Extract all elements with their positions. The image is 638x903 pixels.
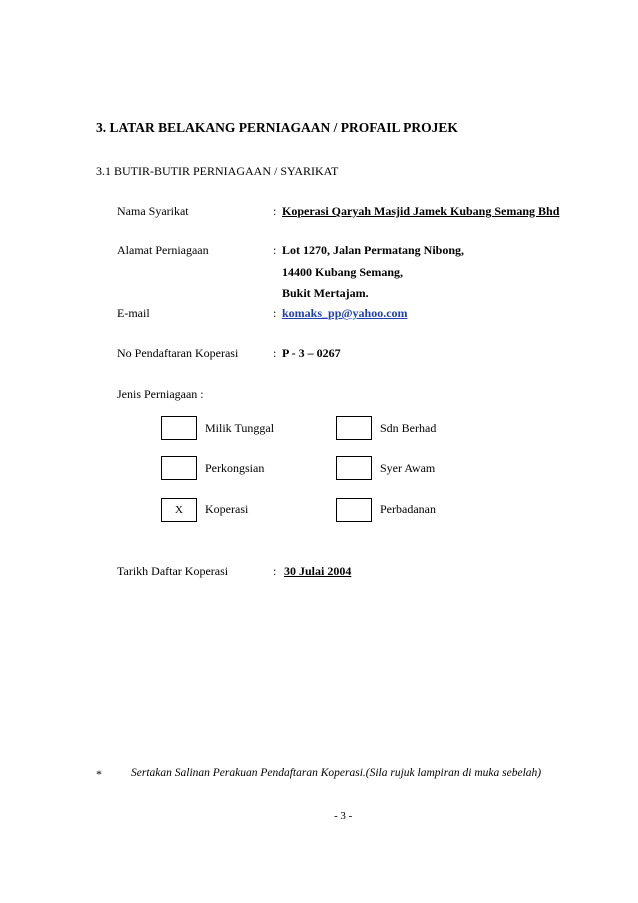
alamat-line-3: Bukit Mertajam. [282,286,369,300]
option-label-perbadanan: Perbadanan [380,502,436,516]
tarikh-daftar-value: 30 Julai 2004 [284,564,352,578]
page-number: - 3 - [334,810,353,822]
no-pendaftaran-label: No Pendaftaran Koperasi [117,346,239,360]
colon: : [273,204,277,218]
alamat-line-1: Lot 1270, Jalan Permatang Nibong, [282,243,465,257]
nama-syarikat-value: Koperasi Qaryah Masjid Jamek Kubang Semang Bhd [282,204,560,218]
nama-syarikat-label: Nama Syarikat [117,204,189,218]
checkbox-syer-awam[interactable] [336,456,372,480]
colon: : [273,564,277,578]
alamat-label: Alamat Perniagaan [117,243,209,257]
option-label-sdn-berhad: Sdn Berhad [380,421,437,435]
checkbox-perbadanan[interactable] [336,498,372,522]
tarikh-daftar-label: Tarikh Daftar Koperasi [117,564,229,578]
email-link[interactable]: komaks_pp@yahoo.com [282,306,408,320]
footnote-text: Sertakan Salinan Perakuan Pendaftaran Koperasi.(Sila rujuk lampiran di muka sebelah) [131,767,542,779]
option-label-koperasi: Koperasi [205,502,249,516]
colon: : [273,306,277,320]
section-title: 3. LATAR BELAKANG PERNIAGAAN / PROFAIL PROJEK [96,120,458,135]
email-label: E-mail [117,306,150,320]
colon: : [273,243,277,257]
alamat-line-2: 14400 Kubang Semang, [282,265,404,279]
jenis-perniagaan-label: Jenis Perniagaan : [117,387,204,401]
subsection-title: 3.1 BUTIR-BUTIR PERNIAGAAN / SYARIKAT [96,164,339,178]
checkbox-perkongsian[interactable] [161,456,197,480]
no-pendaftaran-value: P - 3 – 0267 [282,346,341,360]
checkbox-milik-tunggal[interactable] [161,416,197,440]
footnote-marker: * [96,767,102,781]
option-label-perkongsian: Perkongsian [205,461,265,475]
option-label-milik-tunggal: Milik Tunggal [205,421,275,435]
option-label-syer-awam: Syer Awam [380,461,436,475]
checkbox-sdn-berhad[interactable] [336,416,372,440]
checkbox-koperasi[interactable]: X [161,498,197,522]
colon: : [273,346,277,360]
